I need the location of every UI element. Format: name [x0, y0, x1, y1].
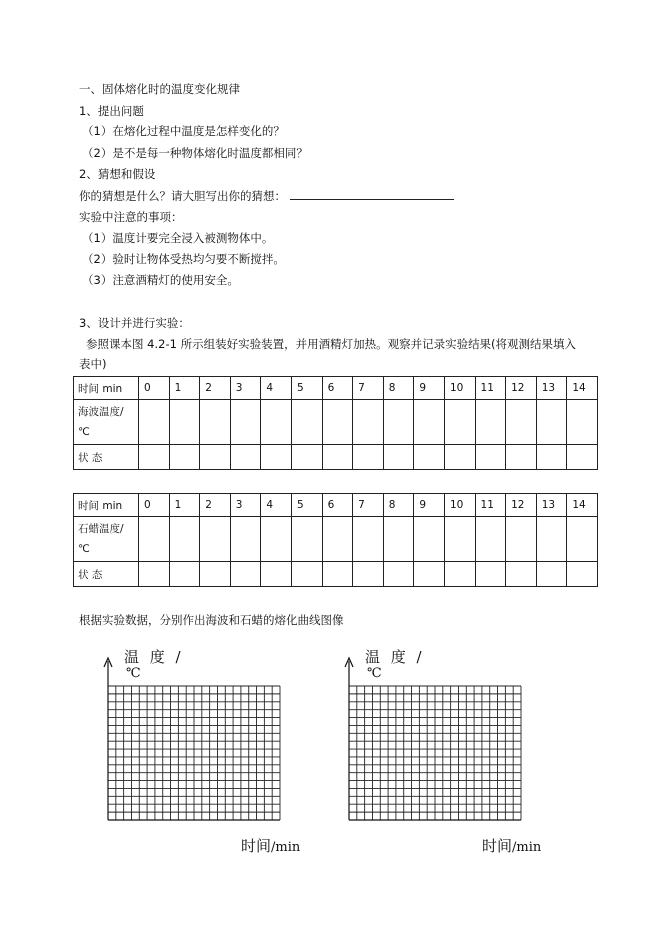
time-cell: 12	[506, 377, 537, 400]
temperature-input-cell[interactable]	[291, 517, 322, 562]
temperature-input-cell[interactable]	[444, 517, 475, 562]
haibo-data-table	[73, 376, 598, 470]
melting-curve-grid-shila[interactable]	[337, 655, 527, 825]
state-input-cell[interactable]	[291, 562, 322, 587]
state-input-cell[interactable]	[353, 445, 384, 470]
question-1: （1）在熔化过程中温度是怎样变化的？	[82, 124, 285, 138]
time-cell: 4	[261, 494, 292, 517]
state-input-cell[interactable]	[353, 562, 384, 587]
time-cell: 9	[414, 494, 445, 517]
temperature-input-cell[interactable]	[291, 400, 322, 445]
temperature-input-cell[interactable]	[139, 517, 170, 562]
state-input-cell[interactable]	[139, 445, 170, 470]
temperature-input-cell[interactable]	[506, 517, 537, 562]
state-header: 状 态	[74, 562, 139, 587]
temperature-input-cell[interactable]	[567, 517, 598, 562]
time-cell: 8	[383, 377, 414, 400]
temperature-input-cell[interactable]	[230, 400, 261, 445]
state-header: 状 态	[74, 445, 139, 470]
time-cell: 0	[139, 377, 170, 400]
y-axis-unit: ℃	[126, 666, 141, 681]
state-row	[74, 445, 598, 470]
temperature-input-cell[interactable]	[444, 400, 475, 445]
time-cell: 10	[444, 494, 475, 517]
state-input-cell[interactable]	[200, 562, 231, 587]
notes-heading: 实验中注意的事项：	[79, 210, 183, 224]
x-axis-label	[241, 835, 300, 856]
time-cell: 11	[475, 377, 506, 400]
time-cell: 0	[139, 494, 170, 517]
time-cell: 12	[506, 494, 537, 517]
time-cell: 9	[414, 377, 445, 400]
graph-instruction: 根据实验数据，分别作出海波和石蜡的熔化曲线图像	[79, 613, 344, 627]
temperature-label: 海波温度/	[78, 406, 124, 418]
state-input-cell[interactable]	[261, 562, 292, 587]
state-input-cell[interactable]	[567, 562, 598, 587]
x-axis-label	[482, 835, 541, 856]
state-input-cell[interactable]	[230, 445, 261, 470]
time-cell: 13	[536, 494, 567, 517]
state-input-cell[interactable]	[536, 562, 567, 587]
time-cell: 14	[567, 377, 598, 400]
state-input-cell[interactable]	[322, 445, 353, 470]
state-input-cell[interactable]	[169, 445, 200, 470]
temperature-input-cell[interactable]	[200, 517, 231, 562]
state-input-cell[interactable]	[139, 562, 170, 587]
hypothesis-prompt	[79, 188, 454, 204]
time-cell: 2	[200, 494, 231, 517]
time-header: 时间 min	[74, 494, 139, 517]
temperature-input-cell[interactable]	[230, 517, 261, 562]
note-1: （1）温度计要完全浸入被测物体中。	[82, 231, 274, 245]
x-axis-label-text: 时间	[482, 837, 513, 855]
time-cell: 3	[230, 377, 261, 400]
hypothesis-prompt-text: 你的猜想是什么？请大胆写出你的猜想：	[79, 189, 286, 203]
time-row	[74, 494, 598, 517]
temperature-input-cell[interactable]	[414, 400, 445, 445]
state-input-cell[interactable]	[383, 445, 414, 470]
note-3: （3）注意酒精灯的使用安全。	[82, 273, 239, 287]
temperature-input-cell[interactable]	[383, 400, 414, 445]
time-cell: 5	[291, 377, 322, 400]
state-input-cell[interactable]	[536, 445, 567, 470]
temperature-input-cell[interactable]	[261, 400, 292, 445]
time-cell: 4	[261, 377, 292, 400]
temperature-input-cell[interactable]	[414, 517, 445, 562]
temperature-input-cell[interactable]	[261, 517, 292, 562]
time-row	[74, 377, 598, 400]
temperature-input-cell[interactable]	[322, 517, 353, 562]
temperature-input-cell[interactable]	[536, 400, 567, 445]
state-input-cell[interactable]	[230, 562, 261, 587]
time-cell: 11	[475, 494, 506, 517]
state-input-cell[interactable]	[444, 562, 475, 587]
step1-heading: 1、提出问题	[79, 104, 144, 118]
step3-heading: 3、设计并进行实验：	[79, 316, 190, 330]
state-input-cell[interactable]	[414, 445, 445, 470]
state-input-cell[interactable]	[200, 445, 231, 470]
instruction-line-2: 表中)	[79, 357, 107, 371]
shila-data-table	[73, 493, 598, 587]
time-cell: 8	[383, 494, 414, 517]
time-cell: 14	[567, 494, 598, 517]
time-cell: 7	[353, 377, 384, 400]
time-cell: 2	[200, 377, 231, 400]
state-input-cell[interactable]	[444, 445, 475, 470]
step2-heading: 2、猜想和假设	[79, 167, 156, 181]
state-input-cell[interactable]	[291, 445, 322, 470]
time-cell: 6	[322, 377, 353, 400]
temperature-input-cell[interactable]	[506, 400, 537, 445]
state-input-cell[interactable]	[322, 562, 353, 587]
x-axis-label-text: 时间	[241, 837, 272, 855]
state-input-cell[interactable]	[475, 562, 506, 587]
temperature-input-cell[interactable]	[139, 400, 170, 445]
x-axis-unit: /min	[271, 840, 301, 855]
temperature-input-cell[interactable]	[383, 517, 414, 562]
temperature-input-cell[interactable]	[475, 517, 506, 562]
state-input-cell[interactable]	[506, 445, 537, 470]
temperature-row	[74, 400, 598, 445]
time-cell: 5	[291, 494, 322, 517]
state-input-cell[interactable]	[261, 445, 292, 470]
state-input-cell[interactable]	[475, 445, 506, 470]
x-axis-unit: /min	[512, 840, 542, 855]
time-cell: 13	[536, 377, 567, 400]
temperature-header	[74, 400, 139, 445]
y-axis-label: 温 度 /	[365, 648, 425, 666]
temperature-header	[74, 517, 139, 562]
note-2: （2）验时让物体受热均匀要不断搅拌。	[82, 252, 285, 266]
state-input-cell[interactable]	[414, 562, 445, 587]
section-title: 一、固体熔化时的温度变化规律	[79, 82, 240, 96]
state-input-cell[interactable]	[506, 562, 537, 587]
temperature-input-cell[interactable]	[169, 400, 200, 445]
temperature-input-cell[interactable]	[353, 400, 384, 445]
time-cell: 10	[444, 377, 475, 400]
time-header: 时间 min	[74, 377, 139, 400]
temperature-input-cell[interactable]	[475, 400, 506, 445]
hypothesis-answer-blank[interactable]	[290, 188, 454, 200]
y-axis-unit: ℃	[367, 666, 382, 681]
time-cell: 1	[169, 377, 200, 400]
temperature-input-cell[interactable]	[169, 517, 200, 562]
state-input-cell[interactable]	[567, 445, 598, 470]
temperature-row	[74, 517, 598, 562]
instruction-line-1: 参照课本图 4.2-1 所示组装好实验装置，并用酒精灯加热。观察并记录实验结果(将观测结果填入	[86, 337, 577, 351]
time-cell: 6	[322, 494, 353, 517]
state-row	[74, 562, 598, 587]
temperature-unit: ℃	[78, 543, 90, 555]
time-cell: 7	[353, 494, 384, 517]
temperature-unit: ℃	[78, 426, 90, 438]
state-input-cell[interactable]	[169, 562, 200, 587]
temperature-input-cell[interactable]	[536, 517, 567, 562]
time-cell: 1	[169, 494, 200, 517]
temperature-input-cell[interactable]	[567, 400, 598, 445]
temperature-input-cell[interactable]	[353, 517, 384, 562]
question-2: （2）是不是每一种物体熔化时温度都相同？	[82, 146, 308, 160]
temperature-input-cell[interactable]	[322, 400, 353, 445]
melting-curve-grid-haibo[interactable]	[96, 655, 286, 825]
temperature-input-cell[interactable]	[200, 400, 231, 445]
time-cell: 3	[230, 494, 261, 517]
temperature-label: 石蜡温度/	[78, 523, 124, 535]
state-input-cell[interactable]	[383, 562, 414, 587]
y-axis-label: 温 度 /	[124, 648, 184, 666]
